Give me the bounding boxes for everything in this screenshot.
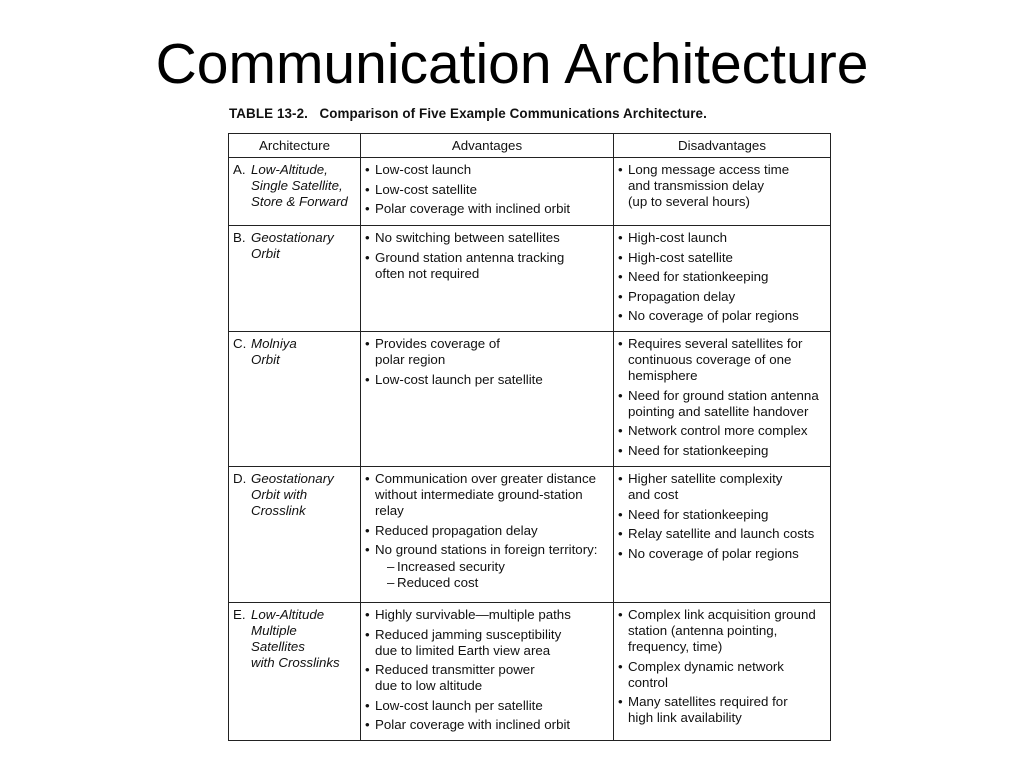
- disadvantages-list: [618, 607, 830, 726]
- bullet-marker: •: [618, 526, 623, 541]
- list-item: [618, 546, 830, 562]
- architecture-cell: [229, 332, 361, 467]
- bullet-marker: •: [618, 694, 623, 709]
- architecture-name: Molniya Orbit: [251, 336, 297, 367]
- list-item: [365, 698, 613, 714]
- bullet-marker: •: [365, 371, 370, 387]
- list-item: [618, 694, 830, 726]
- bullet-marker: •: [618, 288, 623, 304]
- cell-content: [229, 158, 360, 210]
- list-item-text: Low-cost launch per satellite: [375, 697, 543, 713]
- architecture-name: Low-Altitude, Single Satellite, Store & Forward: [251, 162, 348, 209]
- bullet-marker: •: [618, 230, 623, 245]
- advantages-cell: [361, 226, 614, 332]
- list-item-text: No coverage of polar regions: [628, 308, 799, 323]
- architecture-letter: C.: [233, 336, 247, 351]
- list-item-body: [628, 443, 768, 459]
- cell-content: [361, 158, 613, 217]
- cell-content: [614, 158, 830, 210]
- list-item: [365, 627, 613, 659]
- bullet-marker: •: [365, 471, 370, 486]
- list-item: [618, 607, 830, 655]
- list-item-text: No ground stations in foreign territory:: [375, 542, 598, 557]
- bullet-marker: •: [365, 336, 370, 351]
- sub-list-text: Reduced cost: [397, 575, 479, 590]
- list-item-text: High-cost launch: [628, 230, 728, 245]
- list-item-body: [375, 471, 596, 519]
- list-item-text: Requires several satellites for continuous coverage of one hemisphere: [628, 336, 803, 383]
- architecture-name: Geostationary Orbit: [251, 230, 334, 261]
- disadvantages-cell: [614, 226, 831, 332]
- advantages-list: [365, 336, 613, 388]
- dash-marker: –: [387, 575, 395, 590]
- list-item-text: Complex dynamic network control: [628, 658, 784, 690]
- bullet-marker: •: [618, 308, 623, 323]
- list-item: [618, 230, 830, 246]
- list-item-text: Complex link acquisition ground station (antenna pointing, frequency, time): [628, 607, 816, 654]
- bullet-marker: •: [618, 423, 623, 438]
- list-item-body: [628, 269, 768, 285]
- list-item-text: Low-cost satellite: [375, 181, 477, 197]
- cell-content: [229, 226, 360, 262]
- cell-content: [361, 226, 613, 282]
- bullet-marker: •: [365, 249, 370, 265]
- cell-content: [361, 467, 613, 591]
- advantages-cell: [361, 158, 614, 226]
- architecture-cell: [229, 226, 361, 332]
- bullet-marker: •: [618, 336, 623, 351]
- list-item: [618, 471, 830, 503]
- list-item-text: Need for stationkeeping: [628, 442, 769, 458]
- list-item-text: Propagation delay: [628, 288, 736, 304]
- list-item-text: Long message access time and transmission delay (up to several hours): [628, 162, 790, 209]
- cell-content: [614, 332, 830, 459]
- list-item-text: High-cost satellite: [628, 249, 733, 265]
- list-item-body: [375, 698, 543, 714]
- list-item: [365, 372, 613, 388]
- list-item: [365, 230, 613, 246]
- list-item-body: [375, 717, 570, 733]
- list-item-body: [628, 694, 788, 726]
- list-item-text: Ground station antenna tracking often not required: [375, 249, 565, 281]
- table-row: [229, 226, 831, 332]
- list-item: [365, 717, 613, 733]
- list-item: [618, 659, 830, 691]
- list-item: [618, 289, 830, 305]
- list-item: [365, 250, 613, 282]
- architecture-name: Low-Altitude Multiple Satellites with Crosslinks: [251, 607, 340, 670]
- list-item-body: [375, 607, 571, 623]
- bullet-marker: •: [618, 506, 623, 522]
- bullet-marker: •: [365, 717, 370, 732]
- list-item: [365, 662, 613, 694]
- list-item: [618, 250, 830, 266]
- list-item-body: [628, 507, 768, 523]
- list-item: [365, 607, 613, 623]
- list-item-body: [628, 526, 814, 542]
- list-item-body: [628, 659, 784, 691]
- list-item-body: [628, 471, 782, 503]
- slide-title: Communication Architecture: [155, 32, 869, 96]
- list-item-body: [628, 230, 727, 246]
- bullet-marker: •: [365, 626, 370, 642]
- list-item: [365, 182, 613, 198]
- sub-list-item: [387, 559, 597, 575]
- list-item-body: [628, 289, 735, 305]
- list-item: [365, 201, 613, 217]
- architecture-label: [233, 336, 360, 368]
- cell-content: [229, 332, 360, 368]
- list-item-body: [628, 308, 799, 324]
- disadvantages-list: [618, 336, 830, 459]
- list-item-body: [375, 250, 564, 282]
- bullet-marker: •: [618, 387, 623, 403]
- table-row: [229, 603, 831, 741]
- list-item-text: Network control more complex: [628, 423, 808, 438]
- bullet-marker: •: [618, 269, 623, 284]
- list-item-text: Need for ground station antenna pointing and satellite handover: [628, 387, 819, 419]
- cell-content: [361, 332, 613, 388]
- architecture-letter: A.: [233, 162, 246, 177]
- table-body: [229, 158, 831, 741]
- bullet-marker: •: [618, 545, 623, 561]
- architecture-cell: [229, 158, 361, 226]
- bullet-marker: •: [618, 658, 623, 674]
- list-item: [618, 526, 830, 542]
- list-item: [618, 269, 830, 285]
- architecture-cell: [229, 467, 361, 603]
- list-item-text: Reduced propagation delay: [375, 522, 538, 538]
- list-item-body: [375, 182, 477, 198]
- advantages-list: [365, 607, 613, 733]
- architecture-label: [233, 230, 360, 262]
- list-item-text: Higher satellite complexity and cost: [628, 471, 783, 502]
- bullet-marker: •: [618, 442, 623, 458]
- list-item: [618, 388, 830, 420]
- list-item-text: Need for stationkeeping: [628, 506, 769, 522]
- header-disadvantages: Disadvantages: [614, 134, 831, 158]
- cell-content: [361, 603, 613, 733]
- list-item-text: Highly survivable—multiple paths: [375, 607, 571, 622]
- architecture-letter: B.: [233, 230, 246, 245]
- list-item: [365, 523, 613, 539]
- disadvantages-cell: [614, 332, 831, 467]
- table-header-row: [229, 134, 831, 158]
- table-row: [229, 332, 831, 467]
- list-item-text: No switching between satellites: [375, 230, 560, 245]
- comparison-table: [228, 133, 831, 741]
- list-item-body: [628, 607, 816, 655]
- list-item-body: [628, 336, 802, 384]
- list-item-text: Reduced jamming susceptibility due to limited Earth view area: [375, 626, 562, 658]
- disadvantages-list: [618, 230, 830, 324]
- advantages-list: [365, 162, 613, 217]
- list-item: [618, 507, 830, 523]
- architecture-letter: D.: [233, 471, 247, 486]
- list-item-text: Communication over greater distance without intermediate ground-station relay: [375, 471, 596, 518]
- list-item: [618, 308, 830, 324]
- list-item-body: [375, 201, 570, 217]
- bullet-marker: •: [365, 607, 370, 622]
- advantages-list: [365, 230, 613, 282]
- architecture-letter: E.: [233, 607, 246, 622]
- architecture-cell: [229, 603, 361, 741]
- sub-list-item: [387, 575, 597, 591]
- cell-content: [614, 603, 830, 726]
- list-item-text: Relay satellite and launch costs: [628, 526, 815, 541]
- sub-list-text: Increased security: [397, 559, 505, 574]
- list-item: [618, 443, 830, 459]
- list-item-text: Polar coverage with inclined orbit: [375, 201, 571, 216]
- list-item: [365, 336, 613, 368]
- list-item-text: No coverage of polar regions: [628, 545, 799, 561]
- list-item-text: Many satellites required for high link availability: [628, 694, 788, 725]
- list-item-text: Reduced transmitter power due to low altitude: [375, 662, 535, 693]
- list-item: [365, 162, 613, 178]
- list-item-body: [628, 162, 789, 210]
- disadvantages-list: [618, 471, 830, 562]
- bullet-marker: •: [618, 249, 623, 265]
- table-row: [229, 158, 831, 226]
- list-item-text: Provides coverage of polar region: [375, 336, 500, 367]
- bullet-marker: •: [618, 471, 623, 486]
- bullet-marker: •: [365, 662, 370, 677]
- bullet-marker: •: [365, 230, 370, 245]
- list-item-text: Low-cost launch per satellite: [375, 371, 543, 387]
- bullet-marker: •: [618, 607, 623, 622]
- sub-list: [375, 559, 597, 591]
- header-architecture: Architecture: [229, 134, 361, 158]
- architecture-name: Geostationary Orbit with Crosslink: [251, 471, 334, 518]
- cell-content: [614, 467, 830, 562]
- list-item: [365, 471, 613, 519]
- advantages-cell: [361, 467, 614, 603]
- disadvantages-list: [618, 162, 830, 210]
- bullet-marker: •: [365, 201, 370, 216]
- list-item-body: [375, 230, 560, 246]
- list-item-body: [628, 423, 808, 439]
- list-item-text: Polar coverage with inclined orbit: [375, 717, 571, 732]
- dash-marker: –: [387, 559, 395, 574]
- cell-content: [229, 467, 360, 519]
- architecture-label: [233, 162, 360, 210]
- table-row: [229, 467, 831, 603]
- list-item-body: [375, 162, 471, 178]
- list-item-body: [375, 662, 535, 694]
- disadvantages-cell: [614, 158, 831, 226]
- cell-content: [229, 603, 360, 671]
- advantages-cell: [361, 603, 614, 741]
- list-item: [618, 423, 830, 439]
- advantages-cell: [361, 332, 614, 467]
- list-item-body: [628, 388, 819, 420]
- list-item: [365, 542, 613, 591]
- bullet-marker: •: [365, 522, 370, 538]
- list-item-body: [375, 627, 561, 659]
- list-item-body: [628, 250, 733, 266]
- table-caption: TABLE 13-2. Comparison of Five Example Communications Architecture.: [229, 106, 707, 121]
- bullet-marker: •: [365, 181, 370, 197]
- disadvantages-cell: [614, 603, 831, 741]
- list-item: [618, 162, 830, 210]
- list-item-text: Need for stationkeeping: [628, 269, 769, 284]
- list-item-text: Low-cost launch: [375, 162, 472, 177]
- list-item-body: [375, 523, 538, 539]
- cell-content: [614, 226, 830, 324]
- list-item-body: [375, 372, 543, 388]
- advantages-list: [365, 471, 613, 591]
- architecture-label: [233, 471, 360, 519]
- list-item-body: [375, 542, 597, 591]
- list-item-body: [375, 336, 500, 368]
- bullet-marker: •: [365, 162, 370, 177]
- architecture-label: [233, 607, 360, 671]
- list-item: [618, 336, 830, 384]
- disadvantages-cell: [614, 467, 831, 603]
- header-advantages: Advantages: [361, 134, 614, 158]
- bullet-marker: •: [365, 697, 370, 713]
- bullet-marker: •: [618, 162, 623, 177]
- bullet-marker: •: [365, 542, 370, 557]
- list-item-body: [628, 546, 799, 562]
